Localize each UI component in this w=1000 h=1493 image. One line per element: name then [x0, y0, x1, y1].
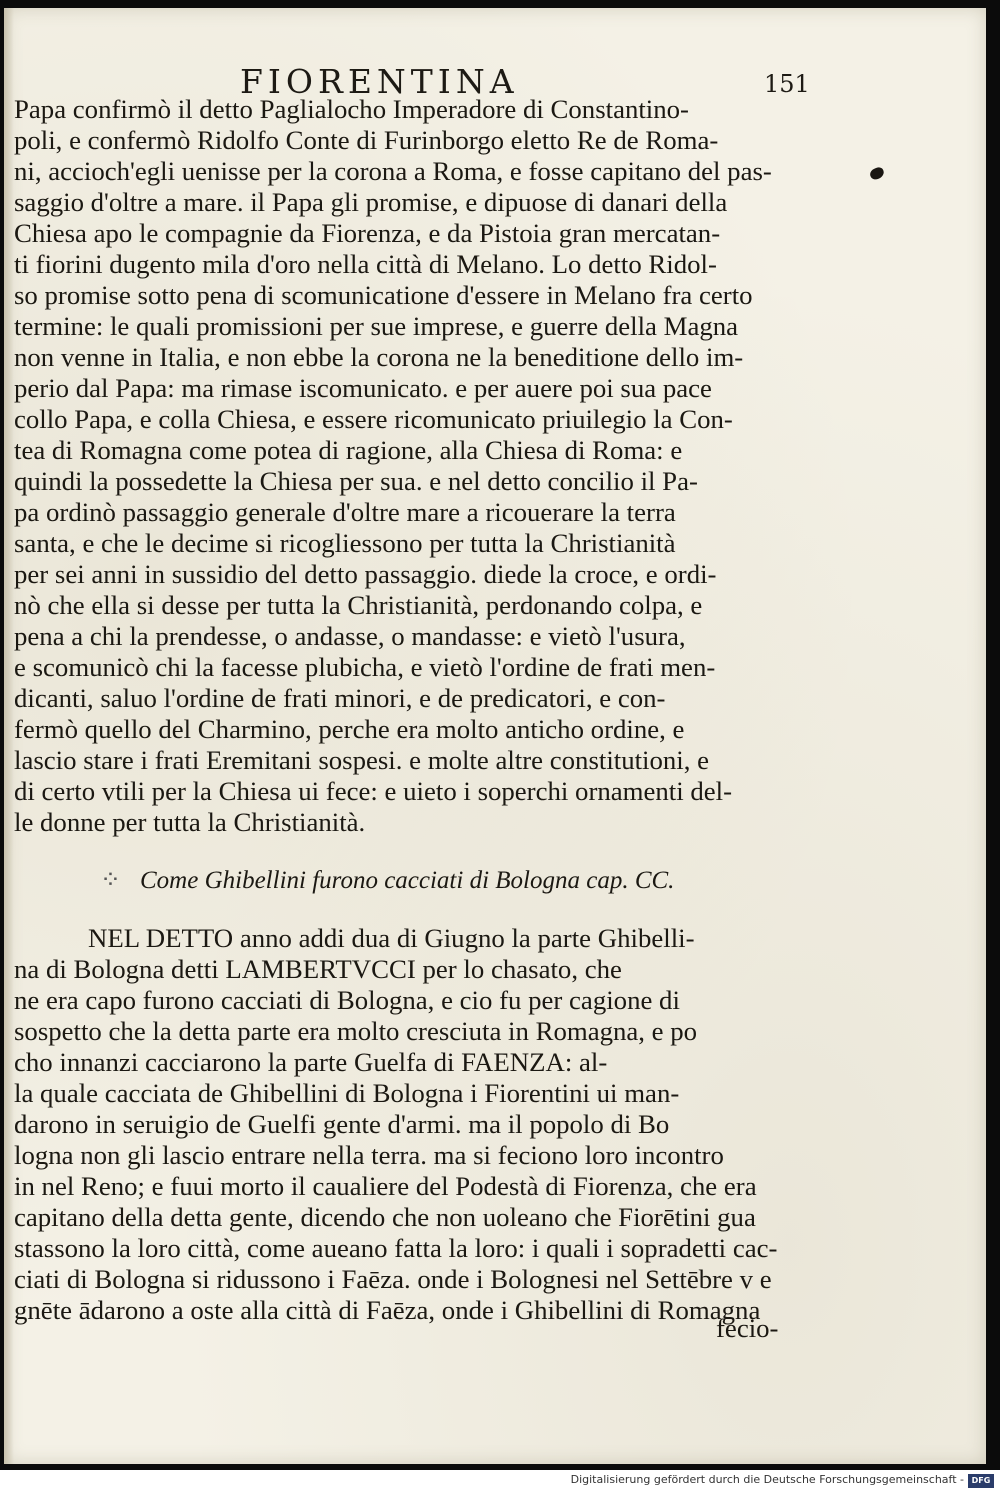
text-line: le donne per tutta la Christianità.	[14, 807, 366, 837]
text-line: quindi la possedette la Chiesa per sua. e nel detto concilio il Pa-	[14, 466, 698, 496]
text-line: nò che ella si desse per tutta la Christianità, perdonando colpa, e	[14, 590, 703, 620]
text-line: fermò quello del Charmino, perche era molto anticho ordine, e	[14, 714, 685, 744]
text-line: la quale cacciata de Ghibellini di Bologna i Fiorentini ui man-	[14, 1078, 680, 1108]
section-mark-icon: ⁘	[100, 867, 121, 894]
text-line: in nel Reno; e fuui morto il caualiere del Podestà di Fiorenza, che era	[14, 1171, 757, 1201]
text-line: ne era capo furono cacciati di Bologna, e cio fu per cagione di	[14, 985, 680, 1015]
text-line: collo Papa, e colla Chiesa, e essere ricomunicato priuilegio la Con-	[14, 404, 733, 434]
text-line: saggio d'oltre a mare. il Papa gli promise, e dipuose di danari della	[14, 187, 728, 217]
paragraph-1	[14, 94, 794, 838]
dfg-logo: DFG	[968, 1474, 994, 1488]
book-page	[4, 8, 986, 1464]
running-head: FIORENTINA	[240, 62, 519, 101]
text-line: sospetto che la detta parte era molto cresciuta in Romagna, e po	[14, 1016, 698, 1046]
text-line: capitano della detta gente, dicendo che non uoleano che Fiorētini gua	[14, 1202, 756, 1232]
text-line: non venne in Italia, e non ebbe la corona ne la beneditione dello im-	[14, 342, 744, 372]
text-line: pena a chi la prendesse, o andasse, o mandasse: e vietò l'usura,	[14, 621, 686, 651]
text-line: santa, e che le decime si ricogliessono per tutta la Christianità	[14, 528, 676, 558]
ink-blot	[869, 166, 886, 181]
text-line: perio dal Papa: ma rimase iscomunicato. e per auere poi sua pace	[14, 373, 712, 403]
text-line: tea di Romagna come potea di ragione, alla Chiesa di Roma: e	[14, 435, 683, 465]
text-line: so promise sotto pena di scomunicatione d'essere in Melano fra certo	[14, 280, 753, 310]
text-line: na di Bologna detti LAMBERTVCCI per lo chasato, che	[14, 954, 622, 984]
catchword: fecio-	[716, 1313, 779, 1343]
chapter-title: Come Ghibellini furono cacciati di Bologna cap. CC.	[140, 867, 675, 894]
text-line: cho innanzi cacciarono la parte Guelfa di FAENZA: al-	[14, 1047, 608, 1077]
text-line: logna non gli lascio entrare nella terra. ma si feciono loro incontro	[14, 1140, 724, 1170]
text-line: per sei anni in sussidio del detto passaggio. diede la croce, e ordi-	[14, 559, 717, 589]
text-line: ni, accioch'egli uenisse per la corona a Roma, e fosse capitano del pas-	[14, 156, 772, 186]
text-line: gnēte ādarono a oste alla città di Faēza, onde i Ghibellini di Romagna	[14, 1295, 761, 1325]
text-line: poli, e confermò Ridolfo Conte di Furinborgo eletto Re de Roma-	[14, 125, 719, 155]
text-line: Chiesa apo le compagnie da Fiorenza, e da Pistoia gran mercatan-	[14, 218, 721, 248]
text-line: darono in seruigio de Guelfi gente d'armi. ma il popolo di Bo	[14, 1109, 670, 1139]
text-line: NEL DETTO anno addi dua di Giugno la parte Ghibelli-	[88, 923, 695, 953]
digitization-footer	[0, 1470, 1000, 1493]
text-line: Papa confirmò il detto Paglialocho Imperadore di Constantino-	[14, 94, 689, 124]
funding-credit: Digitalisierung gefördert durch die Deutsche Forschungsgemeinschaft -	[570, 1473, 964, 1486]
text-line: dicanti, saluo l'ordine de frati minori, e de predicatori, e con-	[14, 683, 666, 713]
page-gutter-shadow	[4, 8, 14, 1464]
page-number: 151	[764, 70, 810, 98]
text-line: termine: le quali promissioni per sue imprese, e guerre della Magna	[14, 311, 739, 341]
text-line: di certo vtili per la Chiesa ui fece: e uieto i soperchi ornamenti del-	[14, 776, 733, 806]
text-line: ciati di Bologna si ridussono i Faēza. onde i Bolognesi nel Settēbre v e	[14, 1264, 772, 1294]
paragraph-2	[14, 923, 794, 1326]
text-line: stassono la loro città, come aueano fatta la loro: i quali i sopradetti cac-	[14, 1233, 778, 1263]
chapter-heading	[100, 865, 674, 895]
text-line: lascio stare i frati Eremitani sospesi. e molte altre constitutioni, e	[14, 745, 710, 775]
text-line: e scomunicò chi la facesse plubicha, e vietò l'ordine de frati men-	[14, 652, 716, 682]
text-line: pa ordinò passaggio generale d'oltre mare a ricouerare la terra	[14, 497, 676, 527]
text-line: ti fiorini dugento mila d'oro nella città di Melano. Lo detto Ridol-	[14, 249, 717, 279]
